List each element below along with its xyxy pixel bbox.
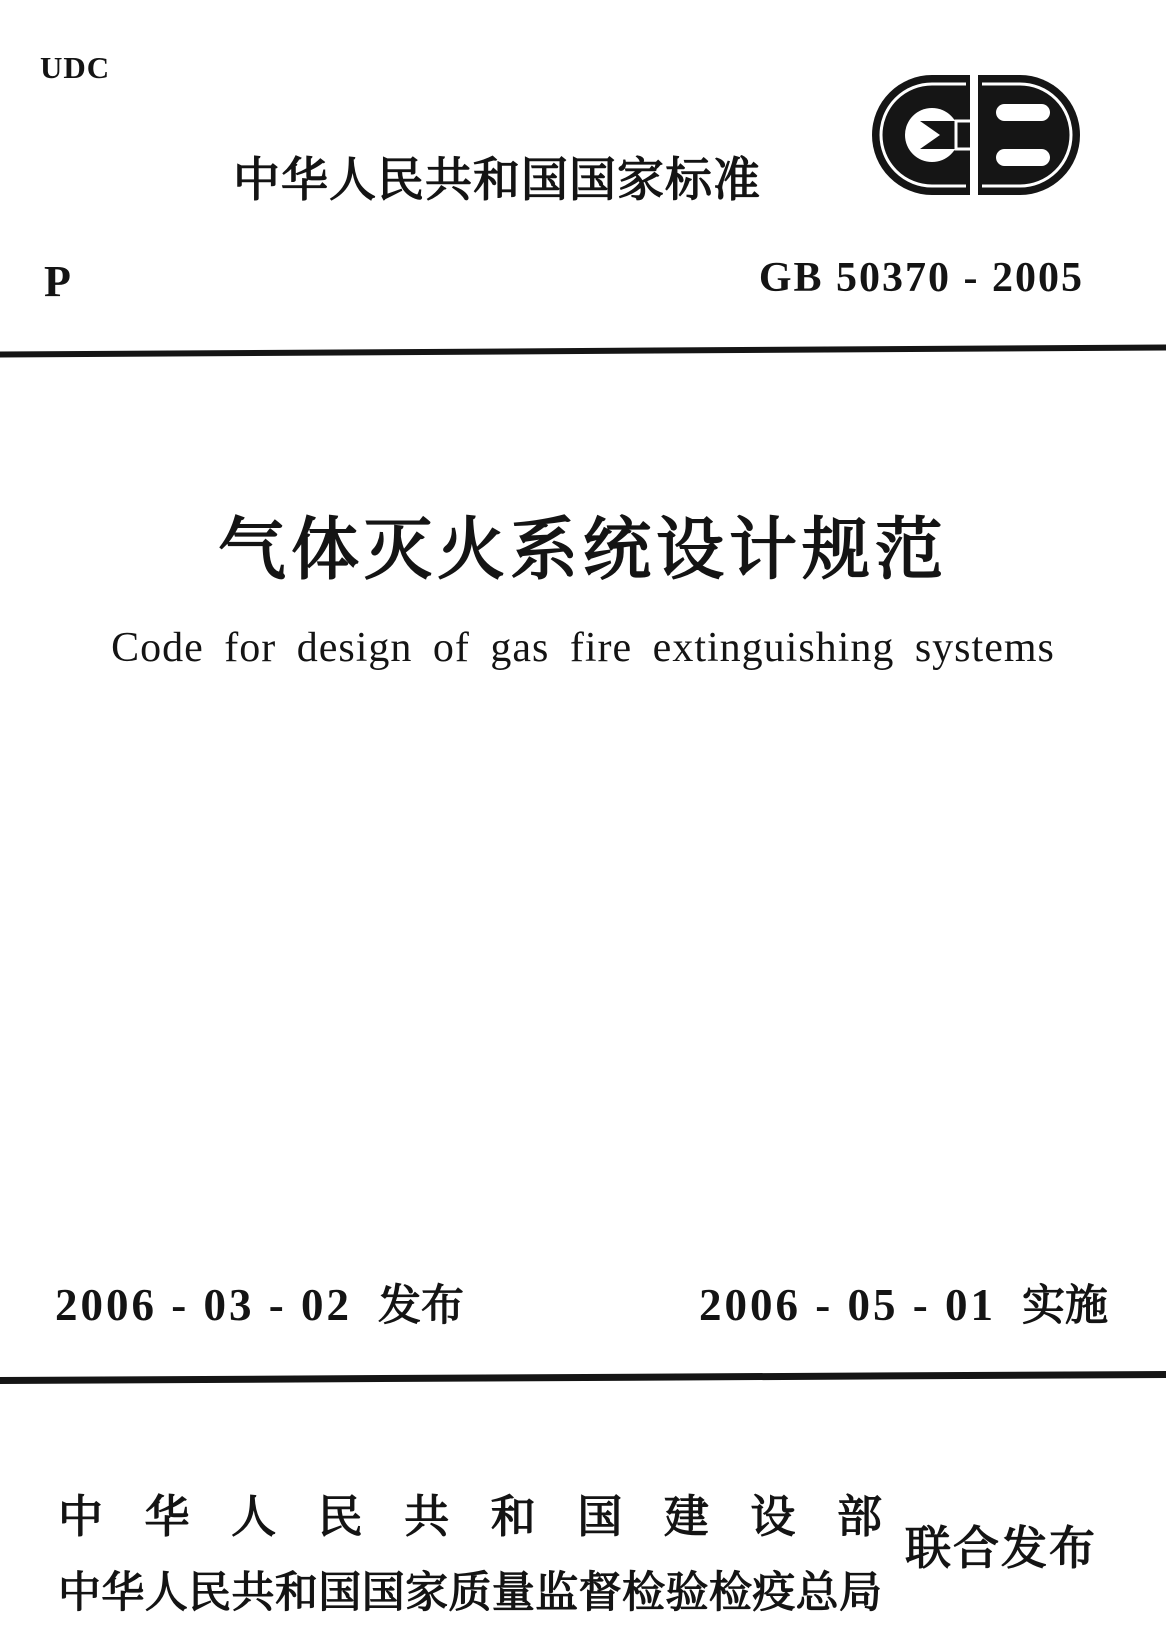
issue-date-group <box>55 1272 464 1333</box>
effective-date-group <box>699 1272 1108 1333</box>
issue-date-label: 发布 <box>377 1282 464 1330</box>
joint-release-label: 联合发布 <box>905 1522 1097 1574</box>
issue-date: 2006 - 03 - 02 <box>55 1280 352 1330</box>
effective-date: 2006 - 05 - 01 <box>699 1280 996 1330</box>
title-english: Code for design of gas fire extinguishing systems <box>111 625 1055 671</box>
national-standard-heading: 中华人民共和国国家标准 <box>233 153 761 206</box>
gb-logo-icon <box>870 74 1082 196</box>
effective-date-label: 实施 <box>1022 1282 1108 1330</box>
title-chinese: 气体灭火系统设计规范 <box>217 512 948 588</box>
issuers-block <box>58 1480 882 1620</box>
issuer-aqsiq: 中华人民共和国国家质量监督检验检疫总局 <box>58 1569 882 1617</box>
date-row <box>0 1272 1166 1332</box>
bottom-divider-rule <box>0 1371 1166 1384</box>
issuer-ministry-of-construction: 中华人民共和国建设部 <box>58 1491 882 1542</box>
document-class-label: P <box>44 257 71 306</box>
standard-number: GB 50370 - 2005 <box>758 255 1084 301</box>
top-divider-rule <box>0 344 1166 357</box>
udc-label: UDC <box>40 50 111 85</box>
